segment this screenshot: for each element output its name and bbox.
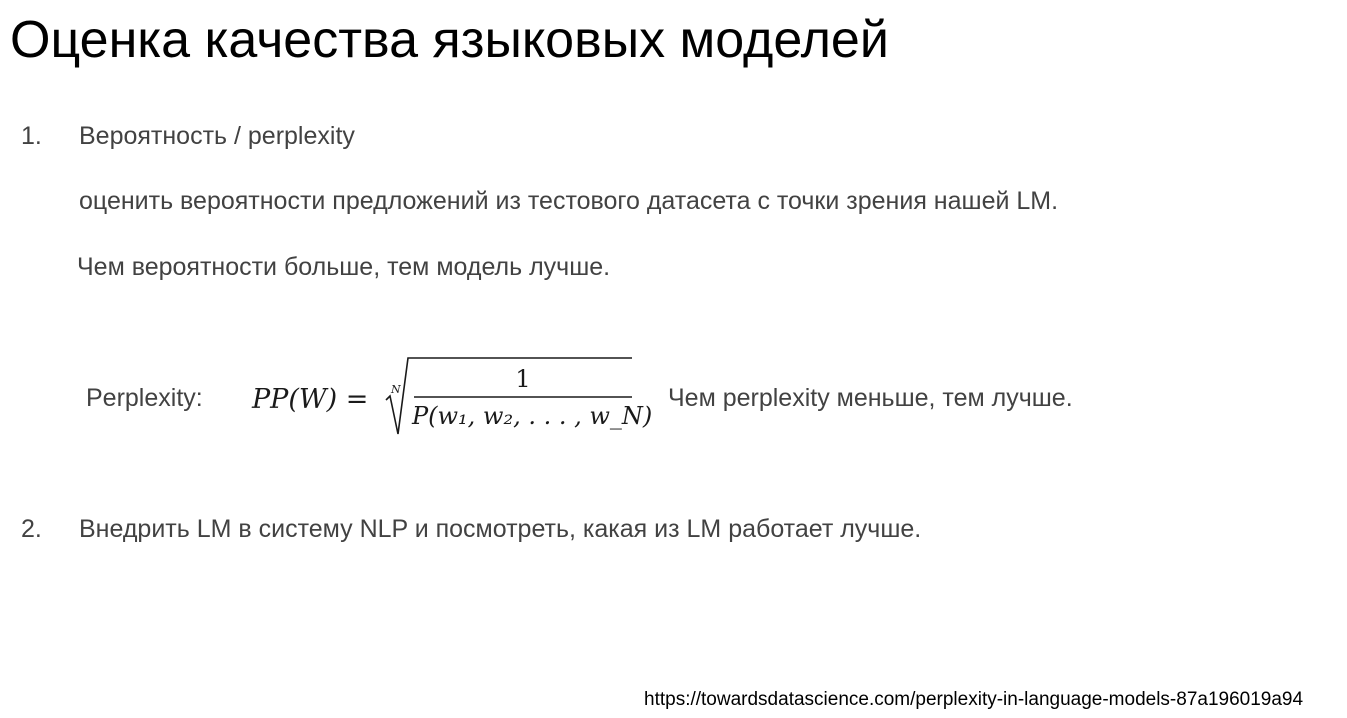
perplexity-label: Perplexity: [86, 384, 203, 412]
formula-numerator: 1 [515, 365, 531, 393]
formula-denominator: P(w₁, w₂, . . . , w_N) [412, 402, 653, 430]
perplexity-formula [252, 356, 653, 440]
item-1-description: оценить вероятности предложений из тестового датасета с точки зрения нашей LM. [79, 187, 1059, 215]
list-number-1: 1. [21, 122, 42, 150]
formula-lhs: PP(W) = [252, 384, 369, 415]
item-1-heading: Вероятность / perplexity [79, 122, 355, 150]
perplexity-note: Чем perplexity меньше, тем лучше. [668, 384, 1073, 412]
item-2-text: Внедрить LM в систему NLP и посмотреть, какая из LM работает лучше. [79, 515, 922, 543]
source-link[interactable]: https://towardsdatascience.com/perplexity-in-language-models-87a196019a94 [644, 689, 1304, 710]
page-title: Оценка качества языковых моделей [10, 11, 889, 69]
root-index: N [391, 383, 401, 396]
list-number-2: 2. [21, 515, 42, 543]
item-1-conclusion: Чем вероятности больше, тем модель лучше. [77, 253, 611, 281]
